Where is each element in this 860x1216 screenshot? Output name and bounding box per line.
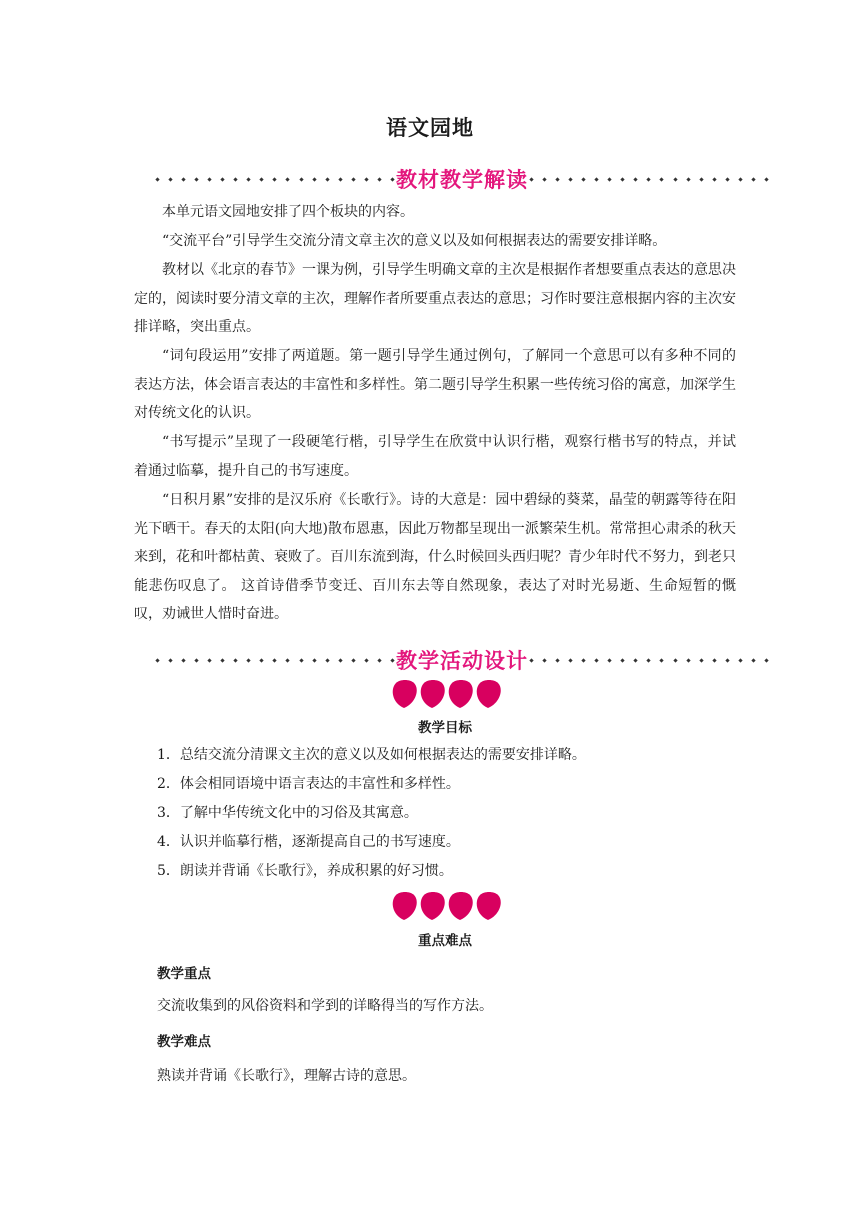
section-heading: 教学活动设计 xyxy=(396,649,528,673)
divider-dot xyxy=(555,177,559,181)
divider-dot xyxy=(351,658,355,662)
divider-dot xyxy=(621,177,625,181)
paragraph: “书写提示”呈现了一段硬笔行楷，引导学生在欣赏中认识行楷，观察行楷书写的特点，并试着通过临摹，提升自己的书写速度。 xyxy=(134,434,736,479)
divider-dot xyxy=(364,658,368,662)
divider-dot xyxy=(168,177,172,181)
difficulty-label: 教学难点 xyxy=(157,1034,211,1050)
divider-dot xyxy=(181,177,185,181)
divider-dot xyxy=(738,177,742,181)
paragraph: “交流平台”引导学生交流分清文章主次的意义以及如何根据表达的需要安排详略。 xyxy=(162,233,667,249)
divider-dot xyxy=(312,177,316,181)
divider-dot xyxy=(325,658,329,662)
divider-dot xyxy=(634,658,638,662)
difficulty-text: 熟读并背诵《长歌行》，理解古诗的意思。 xyxy=(157,1068,416,1084)
divider-dot xyxy=(582,658,586,662)
divider-dot xyxy=(712,658,716,662)
divider-dot xyxy=(595,177,599,181)
divider-dot xyxy=(569,658,573,662)
paragraph: 本单元语文园地安排了四个板块的内容。 xyxy=(162,204,414,220)
divider-dot xyxy=(299,177,303,181)
divider-dot xyxy=(738,658,742,662)
divider-dot xyxy=(351,177,355,181)
page-title: 语文园地 xyxy=(386,116,474,140)
divider-dot xyxy=(195,658,199,662)
divider-dot xyxy=(764,658,768,662)
divider-dot xyxy=(608,658,612,662)
divider-dot xyxy=(686,658,690,662)
divider-dot xyxy=(195,177,199,181)
divider-dot xyxy=(621,658,625,662)
divider-dot xyxy=(673,658,677,662)
divider-dot xyxy=(647,177,651,181)
divider-dot xyxy=(608,177,612,181)
divider-dot xyxy=(260,658,264,662)
divider-dot xyxy=(155,658,159,662)
divider-dot xyxy=(299,658,303,662)
divider-dot xyxy=(155,177,159,181)
divider-dot xyxy=(234,658,238,662)
divider-dot xyxy=(582,177,586,181)
divider-dot xyxy=(260,177,264,181)
key-points-heading: 重点难点 xyxy=(418,933,472,949)
divider-dot xyxy=(725,658,729,662)
divider-dot xyxy=(312,658,316,662)
divider-dot xyxy=(751,177,755,181)
divider-dot xyxy=(529,177,533,181)
diamond-dot-divider-icon xyxy=(156,177,394,181)
list-item: 4．认识并临摹行楷，逐渐提高自己的书写速度。 xyxy=(157,834,460,850)
section-banner-activity xyxy=(156,643,768,677)
focus-text: 交流收集到的风俗资料和学到的详略得当的写作方法。 xyxy=(157,998,493,1014)
petal-shape xyxy=(393,680,501,708)
goals-heading: 教学目标 xyxy=(418,720,472,736)
divider-dot xyxy=(699,658,703,662)
divider-dot xyxy=(595,658,599,662)
divider-dot xyxy=(725,177,729,181)
section-heading: 教材教学解读 xyxy=(396,168,528,192)
divider-dot xyxy=(686,177,690,181)
petal-shape xyxy=(393,892,501,920)
divider-dot xyxy=(751,658,755,662)
divider-dot xyxy=(377,177,381,181)
divider-dot xyxy=(542,658,546,662)
four-petal-ornament-icon xyxy=(390,679,502,709)
divider-dot xyxy=(247,177,251,181)
section-banner-reading xyxy=(156,162,768,196)
paragraph: 教材以《北京的春节》一课为例，引导学生明确文章的主次是根据作者想要重点表达的意思决定的，阅读时要分清文章的主次，理解作者所要重点表达的意思；习作时要注意根据内容的主次安排详略，突出重点。 xyxy=(134,262,736,335)
divider-dot xyxy=(660,658,664,662)
divider-dot xyxy=(325,177,329,181)
paragraph: “日积月累”安排的是汉乐府《长歌行》。诗的大意是：园中碧绿的葵菜，晶莹的朝露等待在阳光下晒干。春天的太阳(向大地)散布恩惠，因此万物都呈现出一派繁荣生机。常常担心肃杀的秋天来到，花和叶都枯黄、衰败了。百川东流到海，什么时候回头西归呢？青少年时代不努力，到老只能悲伤叹息了。 这首诗借季节变迁、百川东去等自然现象，表达了对时光易逝、生命短暂的慨叹，劝诫世人惜时奋进。 xyxy=(134,492,736,622)
divider-dot xyxy=(712,177,716,181)
four-petal-ornament-icon xyxy=(390,891,502,921)
divider-dot xyxy=(273,658,277,662)
divider-dot xyxy=(529,658,533,662)
divider-dot xyxy=(286,177,290,181)
divider-dot xyxy=(221,177,225,181)
divider-dot xyxy=(555,658,559,662)
focus-label: 教学重点 xyxy=(157,966,211,982)
divider-dot xyxy=(647,658,651,662)
list-item: 2．体会相同语境中语言表达的丰富性和多样性。 xyxy=(157,776,460,792)
list-item: 3．了解中华传统文化中的习俗及其寓意。 xyxy=(157,805,418,821)
divider-dot xyxy=(181,658,185,662)
divider-dot xyxy=(168,658,172,662)
divider-dot xyxy=(247,658,251,662)
diamond-dot-divider-icon xyxy=(156,658,394,662)
diamond-dot-divider-icon xyxy=(530,177,768,181)
divider-dot xyxy=(764,177,768,181)
divider-dot xyxy=(569,177,573,181)
divider-dot xyxy=(542,177,546,181)
divider-dot xyxy=(208,177,212,181)
diamond-dot-divider-icon xyxy=(530,658,768,662)
divider-dot xyxy=(234,177,238,181)
divider-dot xyxy=(660,177,664,181)
divider-dot xyxy=(634,177,638,181)
list-item: 5．朗读并背诵《长歌行》，养成积累的好习惯。 xyxy=(157,863,453,879)
divider-dot xyxy=(673,177,677,181)
divider-dot xyxy=(221,658,225,662)
divider-dot xyxy=(364,177,368,181)
list-item: 1．总结交流分清课文主次的意义以及如何根据表达的需要安排详略。 xyxy=(157,747,586,763)
divider-dot xyxy=(338,658,342,662)
divider-dot xyxy=(286,658,290,662)
divider-dot xyxy=(273,177,277,181)
paragraph: “词句段运用”安排了两道题。第一题引导学生通过例句，了解同一个意思可以有多种不同的表达方法，体会语言表达的丰富性和多样性。第二题引导学生积累一些传统习俗的寓意，加深学生对传统文化的认识。 xyxy=(134,348,736,421)
divider-dot xyxy=(208,658,212,662)
divider-dot xyxy=(699,177,703,181)
divider-dot xyxy=(338,177,342,181)
divider-dot xyxy=(377,658,381,662)
